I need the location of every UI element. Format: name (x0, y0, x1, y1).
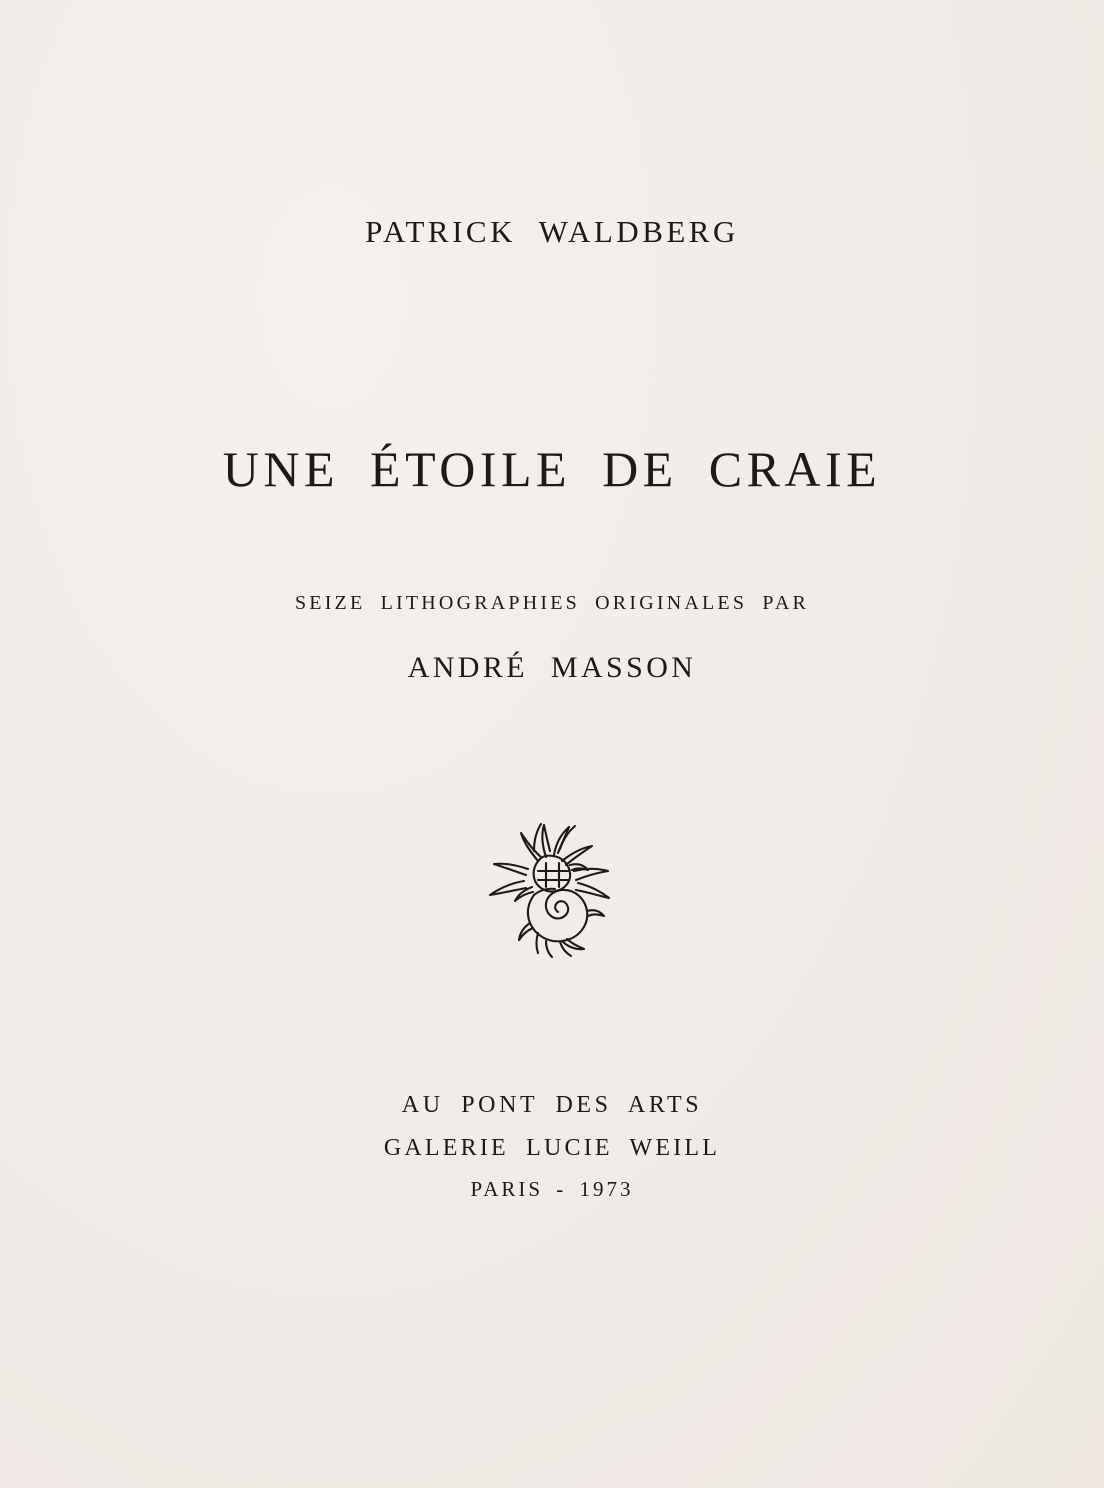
edition-note: SEIZE LITHOGRAPHIES ORIGINALES PAR (294, 592, 810, 614)
publisher-name: AU PONT DES ARTS (401, 1092, 703, 1118)
gallery-name: GALERIE LUCIE WEILL (383, 1135, 721, 1161)
shell-and-sun-drawing-icon (442, 795, 662, 985)
imprint-block (384, 1093, 720, 1200)
artist-name: ANDRÉ MASSON (407, 651, 697, 684)
place-and-year: PARIS - 1973 (470, 1177, 634, 1201)
author-name: PATRICK WALDBERG (365, 214, 739, 249)
page-title: UNE ÉTOILE DE CRAIE (222, 441, 882, 497)
